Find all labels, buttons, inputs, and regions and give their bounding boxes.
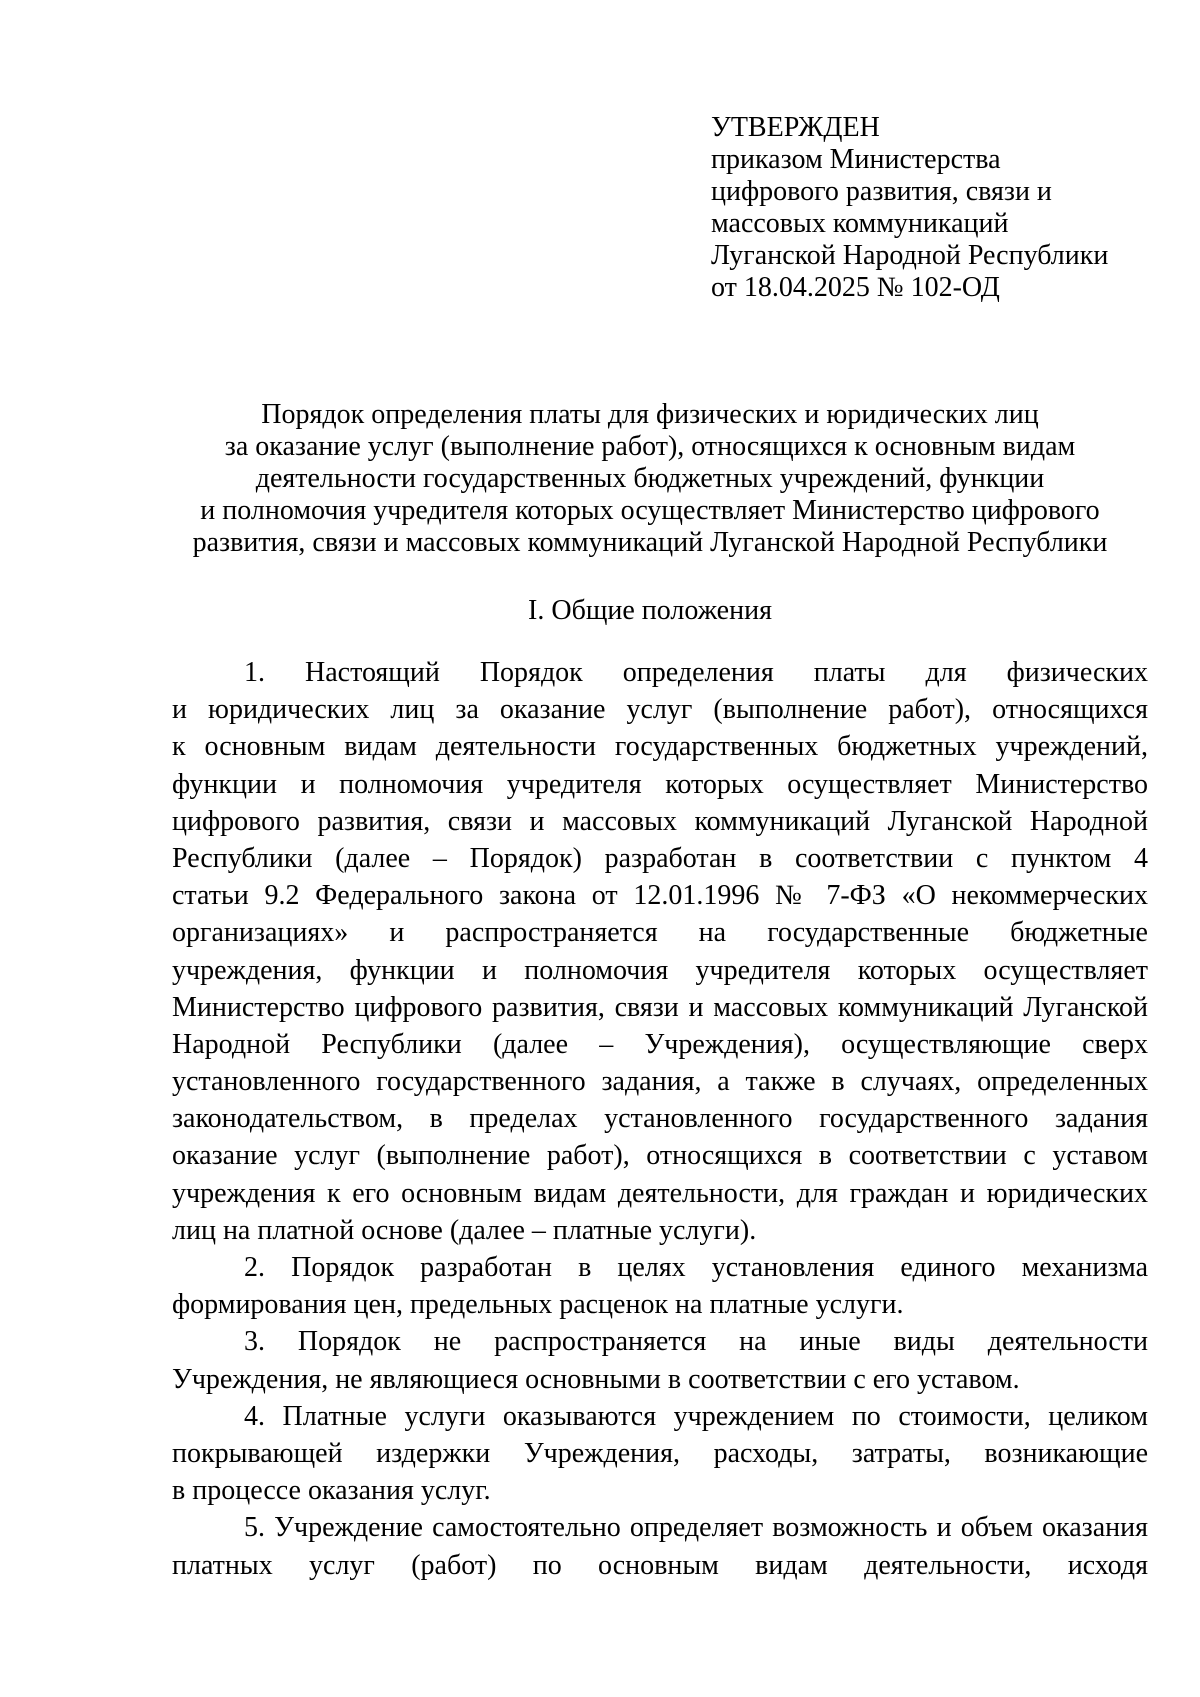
paragraph-line: формирования цен, предельных расценок на платные услуги. [172,1289,904,1321]
approval-line: от 18.04.2025 № 102-ОД [711,272,1000,303]
approval-line: приказом Министерства [711,144,1001,175]
title-line: развития, связи и массовых коммуникаций Луганской Народной Республики [192,527,1108,558]
paragraph-line: статьи 9.2 Федерального закона от 12.01.1996 № 7-ФЗ «О некоммерческих [172,880,1148,912]
paragraph-line: учреждения, функции и полномочия учредителя которых осуществляет [172,954,1148,986]
title-line: деятельности государственных бюджетных учреждений, функции [255,463,1045,494]
paragraph-line: 3. Порядок не распространяется на иные виды деятельности [244,1326,1148,1358]
paragraph-line: 5. Учреждение самостоятельно определяет возможность и объем оказания [244,1512,1148,1544]
paragraph-line: законодательством, в пределах установленного государственного задания [172,1103,1148,1135]
paragraph-line: лиц на платной основе (далее – платные услуги). [172,1214,757,1246]
paragraph-line: установленного государственного задания, а также в случаях, определенных [172,1066,1148,1098]
paragraph-1 [172,654,1148,1249]
paragraph-line: 1. Настоящий Порядок определения платы для физических [244,657,1148,688]
paragraph-line: Учреждения, не являющиеся основными в соответствии с его уставом. [172,1363,1020,1395]
paragraph-line: 4. Платные услуги оказываются учреждением по стоимости, целиком [244,1400,1148,1432]
paragraph-line: оказание услуг (выполнение работ), относящихся в соответствии с уставом [172,1140,1148,1172]
paragraph-line: покрывающей издержки Учреждения, расходы, затраты, возникающие [172,1437,1148,1469]
paragraph-2 [172,1249,1148,1323]
approval-stamp [711,112,1171,304]
paragraph-line: Народной Республики (далее – Учреждения), осуществляющие сверх [172,1028,1148,1060]
approval-line: массовых коммуникаций [711,208,1009,239]
paragraph-line: Министерство цифрового развития, связи и массовых коммуникаций Луганской [172,991,1148,1023]
paragraph-4 [172,1398,1148,1510]
paragraph-line: и юридических лиц за оказание услуг (выполнение работ), относящихся [172,694,1148,726]
approval-line: УТВЕРЖДЕН [711,112,880,143]
paragraph-line: функции и полномочия учредителя которых осуществляет Министерство [172,768,1148,800]
paragraph-line: к основным видам деятельности государственных бюджетных учреждений, [172,731,1148,763]
approval-line: Луганской Народной Республики [711,240,1109,271]
paragraph-line: учреждения к его основным видам деятельности, для граждан и юридических [172,1177,1148,1209]
paragraph-5 [172,1509,1148,1583]
paragraph-line: платных услуг (работ) по основным видам деятельности, исходя [172,1549,1148,1581]
paragraph-line: Республики (далее – Порядок) разработан в соответствии с пунктом 4 [172,842,1148,874]
approval-line: цифрового развития, связи и [711,176,1052,207]
document-body [172,654,1148,1584]
paragraph-3 [172,1323,1148,1397]
paragraph-line: организациях» и распространяется на государственные бюджетные [172,917,1148,949]
paragraph-line: цифрового развития, связи и массовых коммуникаций Луганской Народной [172,805,1148,837]
section-heading: I. Общие положения [528,595,772,626]
paragraph-line: в процессе оказания услуг. [172,1475,491,1507]
title-line: Порядок определения платы для физических и юридических лиц [261,399,1039,430]
paragraph-line: 2. Порядок разработан в целях установления единого механизма [244,1252,1148,1283]
title-line: и полномочия учредителя которых осуществляет Министерство цифрового [200,495,1100,526]
document-title [150,399,1150,559]
title-line: за оказание услуг (выполнение работ), относящихся к основным видам [224,431,1076,462]
